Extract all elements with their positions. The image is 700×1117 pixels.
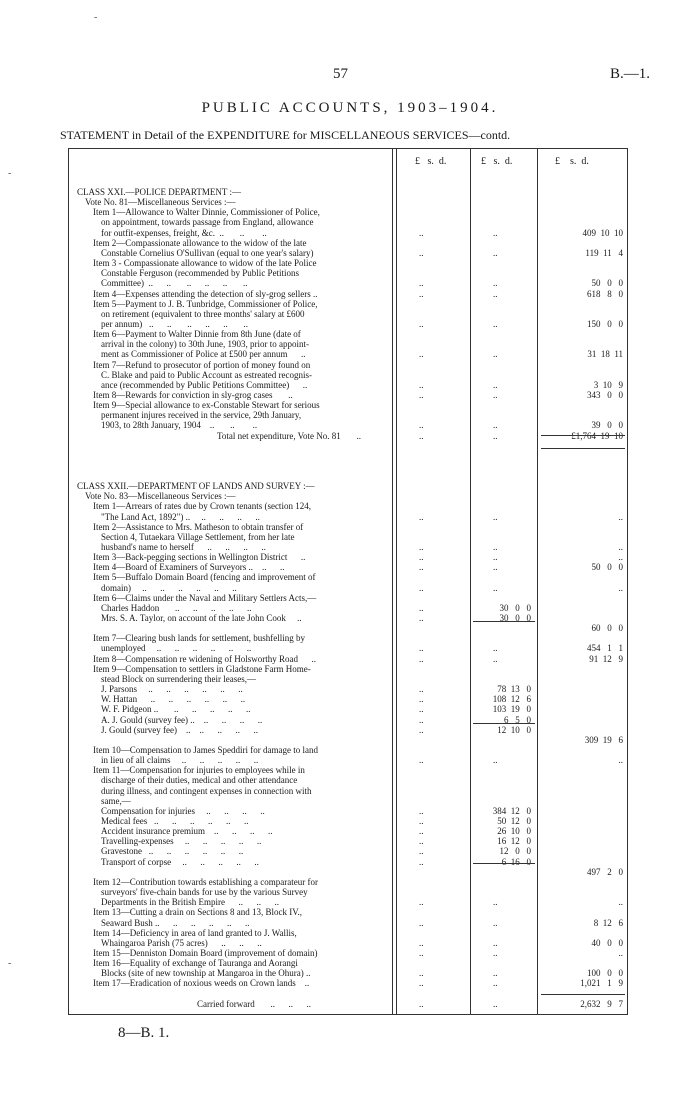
subtotal-rule — [473, 863, 535, 864]
leader-dots: .. — [493, 562, 498, 573]
amount-c3: 309 19 6 — [584, 734, 623, 745]
leader-dots: .. — [419, 247, 424, 258]
leader-dots: .. — [419, 552, 424, 563]
leader-dots: .. — [419, 684, 424, 695]
row-text: 1903, to 28th January, 1904 .. .. .. — [101, 420, 258, 431]
amount-c2: 12 0 0 — [499, 846, 531, 857]
row-text: Item 4—Board of Examiners of Surveyors .. .. .. — [93, 562, 285, 573]
amount-c2: 103 19 0 — [492, 704, 531, 715]
amount-c3: .. — [618, 541, 623, 552]
row-text: ment as Commissioner of Police at £500 per annum .. — [101, 349, 306, 360]
row-text: Item 3—Back-pegging sections in Wellington District .. — [93, 552, 306, 563]
row-text: ance (recommended by Public Petitions Committee) .. — [101, 379, 308, 390]
amount-c3: 91 12 9 — [589, 653, 623, 664]
row-text: Item 16—Equality of exchange of Tauranga and Aorangi — [93, 958, 298, 969]
leader-dots: .. — [419, 724, 424, 735]
leader-dots: .. — [419, 582, 424, 593]
leader-dots: .. — [419, 755, 424, 766]
leader-dots: .. — [493, 390, 498, 400]
footer-signature: 8—B. 1. — [118, 1025, 170, 1041]
amount-c3: 40 0 0 — [591, 937, 623, 948]
row-text: stead Block on surrendering their leases,— — [101, 673, 256, 684]
leader-dots: .. — [493, 278, 498, 289]
row-text: on retirement (equivalent to three months' salary at £600 — [101, 308, 305, 319]
column-divider — [537, 149, 538, 1014]
margin-mark: - — [94, 12, 98, 23]
leader-dots: .. — [493, 643, 498, 654]
amount-c3: 31 18 11 — [587, 349, 623, 360]
row-text: Accident insurance premium .. .. .. .. — [101, 826, 273, 837]
row-text: Item 12—Contribution towards establishing a comparateur for — [93, 876, 318, 887]
row-text: Carried forward .. .. .. — [197, 998, 311, 1009]
row-text: Item 6—Payment to Walter Dinnie from 8th June (date of — [93, 329, 301, 340]
row-text: Travelling-expenses .. .. .. .. .. — [101, 836, 262, 847]
leader-dots: .. — [493, 511, 498, 522]
row-text: during illness, and contingent expenses in connection with — [101, 785, 312, 796]
row-text: same,— — [101, 795, 131, 806]
leader-dots: .. — [419, 968, 424, 979]
row-text: W. F. Pidgeon .. .. .. .. .. .. — [101, 704, 251, 715]
row-text: Vote No. 83—Miscellaneous Services :— — [85, 491, 236, 502]
leader-dots: .. — [419, 420, 424, 431]
margin-mark: - — [8, 958, 12, 969]
column-divider — [392, 149, 393, 1014]
row-text: Item 17—Eradication of noxious weeds on Crown lands .. — [93, 978, 310, 989]
amount-c2: 78 13 0 — [497, 684, 531, 695]
row-text: unemployed .. .. .. .. .. .. — [101, 643, 252, 654]
leader-dots: .. — [493, 430, 498, 441]
subtotal-rule — [473, 723, 535, 724]
column-header-2: £ s. d. — [481, 156, 513, 167]
row-text: surveyors' five-chain bands for use by the various Survey — [101, 887, 308, 898]
row-text: Item 2—Assistance to Mrs. Matheson to obtain transfer of — [93, 521, 304, 532]
row-text: for outfit-expenses, freight, &c. .. .. .. — [101, 227, 267, 238]
leader-dots: .. — [419, 917, 424, 928]
leader-dots: .. — [493, 227, 498, 238]
amount-c2: 50 12 0 — [497, 816, 531, 826]
amount-c3: .. — [618, 755, 623, 766]
leader-dots: .. — [419, 816, 424, 826]
row-text: W. Hattan .. .. .. .. .. .. — [101, 694, 246, 705]
row-text: Section 4, Tutaekara Village Settlement, from her late — [101, 531, 295, 542]
row-text: Item 6—Claims under the Naval and Military Settlers Acts,— — [93, 592, 317, 603]
leader-dots: .. — [419, 643, 424, 654]
row-text: Mrs. S. A. Taylor, on account of the late John Cook .. — [101, 613, 302, 623]
row-text: Item 7—Clearing bush lands for settlement, bushfelling by — [93, 633, 305, 644]
leader-dots: .. — [419, 430, 424, 441]
leader-dots: .. — [419, 897, 424, 908]
row-text: Seaward Bush .. .. .. .. .. .. — [101, 917, 250, 928]
row-text: J. Parsons .. .. .. .. .. .. — [101, 684, 243, 695]
row-text: Constable Cornelius O'Sullivan (equal to one year's salary) — [101, 247, 314, 258]
leader-dots: .. — [419, 826, 424, 837]
row-text: Constable Ferguson (recommended by Public Petitions — [101, 268, 300, 279]
row-text: permanent injures received in the service, 29th January, — [101, 410, 302, 421]
column-header-3: £ s. d. — [555, 156, 589, 167]
row-text: discharge of their duties, medical and other attendance — [101, 775, 298, 786]
row-text: Item 8—Rewards for conviction in sly-grog cases .. — [93, 390, 293, 400]
leader-dots: .. — [419, 694, 424, 705]
document-code: B.—1. — [610, 66, 651, 82]
row-text: "The Land Act, 1892") .. .. .. .. .. — [101, 511, 260, 522]
leader-dots: .. — [493, 978, 498, 989]
row-text: Item 11—Compensation for injuries to employees while in — [93, 765, 305, 776]
row-text: in lieu of all claims .. .. .. .. .. — [101, 755, 259, 766]
amount-c2: 108 12 6 — [492, 694, 531, 705]
total-rule — [541, 448, 625, 449]
row-text: husband's name to herself .. .. .. .. — [101, 541, 266, 552]
leader-dots: .. — [419, 653, 424, 664]
expenditure-table — [68, 148, 628, 1015]
row-text: Item 9—Compensation to settlers in Gladstone Farm Home- — [93, 663, 311, 674]
leader-dots: .. — [493, 318, 498, 329]
leader-dots: .. — [419, 978, 424, 989]
row-text: Total net expenditure, Vote No. 81 .. — [217, 430, 362, 441]
leader-dots: .. — [419, 511, 424, 522]
row-text: domain) .. .. .. .. .. .. — [101, 582, 237, 593]
amount-c3: 618 8 0 — [587, 288, 623, 299]
leader-dots: .. — [493, 552, 498, 563]
row-text: Item 13—Cutting a drain on Sections 8 and 13, Block IV., — [93, 907, 303, 918]
statement-heading: STATEMENT in Detail of the EXPENDITURE for MISCELLANEOUS SERVICES—contd. — [60, 128, 511, 142]
row-text: on appointment, towards passage from England, allowance — [101, 217, 314, 228]
row-text: Departments in the British Empire .. .. .. — [101, 897, 279, 908]
amount-c2: 6 5 0 — [504, 714, 531, 725]
row-text: per annum) .. .. .. .. .. .. — [101, 318, 248, 329]
row-text: CLASS XXI.—POLICE DEPARTMENT :— — [77, 187, 241, 197]
subtotal-rule — [473, 621, 535, 622]
leader-dots: .. — [419, 846, 424, 857]
leader-dots: .. — [419, 836, 424, 847]
margin-mark: - — [8, 168, 12, 179]
column-divider — [396, 149, 397, 1014]
leader-dots: .. — [493, 998, 498, 1009]
row-text: Committee) .. .. .. .. .. .. — [101, 278, 248, 289]
row-text: Item 3 - Compassionate allowance to widow of the late Police — [93, 258, 317, 269]
amount-c3: 150 0 0 — [587, 318, 623, 329]
row-text: Item 15—Denniston Domain Board (improvement of domain) — [93, 947, 318, 958]
leader-dots: .. — [419, 704, 424, 715]
leader-dots: .. — [419, 288, 424, 299]
amount-c3: .. — [618, 582, 623, 593]
column-divider — [470, 149, 471, 1014]
amount-c3: 100 0 0 — [587, 968, 623, 979]
leader-dots: .. — [493, 349, 498, 360]
row-text: C. Blake and paid to Public Account as estreated recognis- — [101, 369, 312, 380]
amount-c3: .. — [618, 511, 623, 522]
leader-dots: .. — [419, 278, 424, 289]
leader-dots: .. — [493, 897, 498, 908]
row-text: Item 5—Buffalo Domain Board (fencing and improvement of — [93, 572, 316, 583]
leader-dots: .. — [493, 917, 498, 928]
amount-c3: 39 0 0 — [591, 420, 623, 431]
row-text: Vote No. 81—Miscellaneous Services :— — [85, 197, 236, 208]
leader-dots: .. — [419, 227, 424, 238]
leader-dots: .. — [419, 856, 424, 867]
page-title: PUBLIC ACCOUNTS, 1903–1904. — [201, 100, 499, 116]
leader-dots: .. — [419, 998, 424, 1009]
page-number: 57 — [333, 66, 348, 82]
leader-dots: .. — [419, 318, 424, 329]
row-text: Transport of corpse .. .. .. .. .. — [101, 856, 259, 867]
leader-dots: .. — [493, 968, 498, 979]
row-text: Item 9—Special allowance to ex-Constable Stewart for serious — [93, 400, 320, 411]
row-text: Compensation for injuries .. .. .. .. — [101, 805, 265, 816]
amount-c3: 1,021 1 9 — [580, 978, 623, 989]
row-text: arrival in the colony) to 30th June, 1903, prior to appoint- — [101, 339, 309, 350]
amount-c3: 497 2 0 — [587, 866, 623, 877]
row-text: Item 2—Compassionate allowance to the widow of the late — [93, 237, 307, 248]
amount-c3: 343 0 0 — [587, 390, 623, 400]
leader-dots: .. — [419, 349, 424, 360]
leader-dots: .. — [493, 582, 498, 593]
row-text: J. Gould (survey fee) .. .. .. .. .. — [101, 724, 258, 735]
row-text: Item 4—Expenses attending the detection of sly-grog sellers .. — [93, 288, 318, 299]
leader-dots: .. — [493, 937, 498, 948]
amount-c2: 30 0 0 — [499, 613, 531, 623]
row-text: CLASS XXII.—DEPARTMENT OF LANDS AND SURVEY :— — [77, 481, 315, 492]
leader-dots: .. — [493, 420, 498, 431]
amount-c3: 454 1 1 — [587, 643, 623, 654]
row-text: Item 7—Refund to prosecutor of portion of money found on — [93, 359, 311, 370]
row-text: Item 1—Arrears of rates due by Crown tenants (section 124, — [93, 501, 311, 512]
row-text: Item 1—Allowance to Walter Dinnie, Commissioner of Police, — [93, 207, 320, 218]
row-text: Item 5—Payment to J. B. Tunbridge, Commissioner of Police, — [93, 298, 318, 309]
leader-dots: .. — [493, 947, 498, 958]
leader-dots: .. — [419, 714, 424, 725]
amount-c3: .. — [618, 897, 623, 908]
leader-dots: .. — [419, 602, 424, 613]
amount-c3: 3 10 9 — [593, 379, 623, 390]
row-text: Gravestone .. .. .. .. .. .. — [101, 846, 244, 857]
amount-c3: £1,764 19 10 — [571, 430, 623, 441]
amount-c3: 50 0 0 — [591, 278, 623, 289]
leader-dots: .. — [493, 653, 498, 664]
amount-c3: 2,632 9 7 — [580, 998, 623, 1009]
leader-dots: .. — [493, 288, 498, 299]
amount-c3: 50 0 0 — [591, 562, 623, 573]
amount-c3: 8 12 6 — [593, 917, 623, 928]
row-text: Item 8—Compensation re widening of Holsworthy Road .. — [93, 653, 316, 664]
leader-dots: .. — [419, 613, 424, 623]
amount-c2: 384 12 0 — [492, 805, 531, 816]
leader-dots: .. — [419, 937, 424, 948]
row-text: Blocks (site of new township at Mangaroa in the Ohura) .. — [101, 968, 311, 979]
leader-dots: .. — [419, 562, 424, 573]
amount-c3: .. — [618, 552, 623, 563]
row-text: Item 14—Deficiency in area of land granted to J. Wallis, — [93, 927, 297, 938]
row-text: Charles Haddon .. .. .. .. .. — [101, 602, 252, 613]
leader-dots: .. — [493, 379, 498, 390]
amount-c3: 409 10 10 — [582, 227, 623, 238]
total-rule — [541, 435, 625, 436]
amount-c2: 26 10 0 — [497, 826, 531, 837]
amount-c2: 16 12 0 — [497, 836, 531, 847]
row-text: Item 10—Compensation to James Speddiri for damage to land — [93, 744, 318, 755]
column-header-1: £ s. d. — [415, 156, 447, 167]
amount-c2: 30 0 0 — [499, 602, 531, 613]
leader-dots: .. — [419, 379, 424, 390]
leader-dots: .. — [419, 805, 424, 816]
leader-dots: .. — [493, 247, 498, 258]
amount-c2: 12 10 0 — [497, 724, 531, 735]
total-rule — [541, 994, 625, 995]
leader-dots: .. — [493, 755, 498, 766]
amount-c3: .. — [618, 947, 623, 958]
leader-dots: .. — [419, 390, 424, 400]
leader-dots: .. — [493, 541, 498, 552]
amount-c3: 119 11 4 — [585, 247, 623, 258]
leader-dots: .. — [419, 947, 424, 958]
row-text: Whaingaroa Parish (75 acres) .. .. .. — [101, 937, 262, 948]
amount-c3: 60 0 0 — [591, 623, 623, 634]
amount-c2: 6 16 0 — [501, 856, 531, 867]
row-text: Medical fees .. .. .. .. .. .. — [101, 816, 249, 826]
row-text: A. J. Gould (survey fee) .. .. .. .. .. — [101, 714, 263, 725]
leader-dots: .. — [419, 541, 424, 552]
